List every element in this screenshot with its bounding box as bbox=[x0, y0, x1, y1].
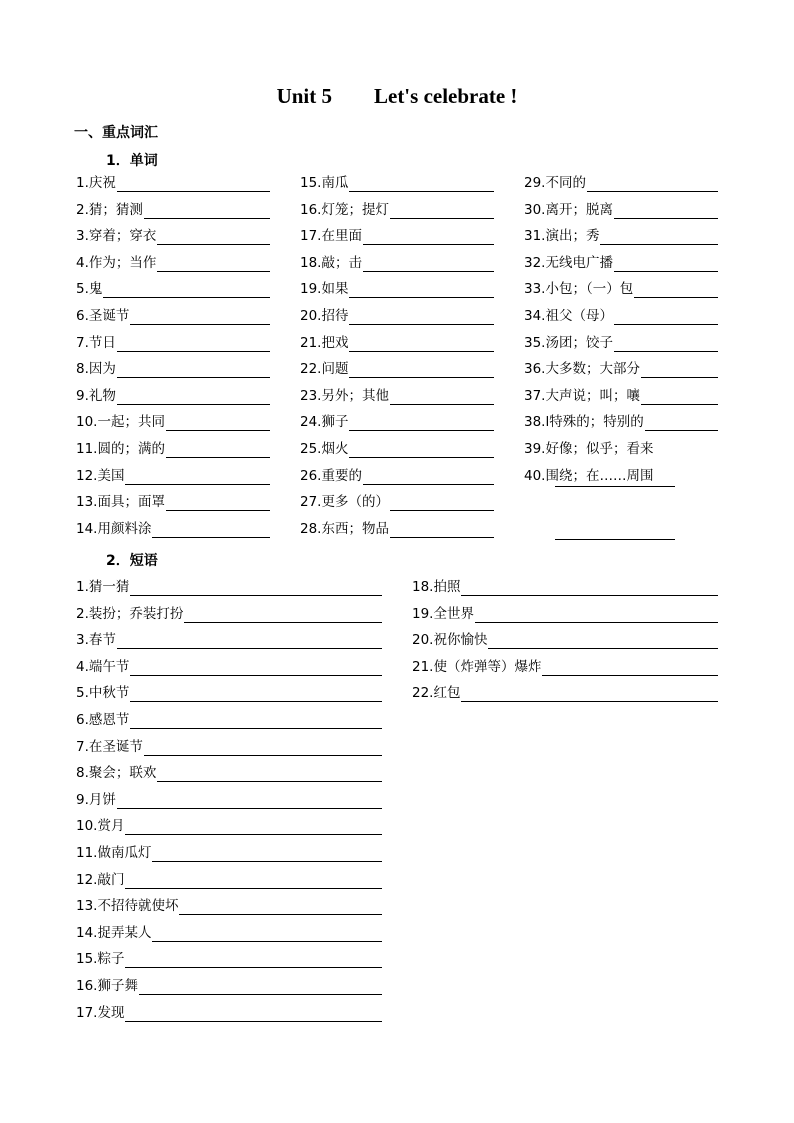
phrase-item bbox=[76, 629, 382, 649]
word-number: 6. bbox=[76, 308, 89, 324]
phrase-prompt: 猜一猜 bbox=[88, 579, 130, 595]
word-prompt: 汤团；饺子 bbox=[545, 334, 613, 351]
word-item bbox=[524, 252, 718, 272]
answer-blank[interactable] bbox=[600, 230, 718, 245]
answer-blank[interactable] bbox=[130, 661, 382, 676]
answer-blank[interactable] bbox=[641, 363, 718, 378]
phrases-heading: 2．短语 bbox=[106, 553, 158, 569]
phrase-number: 13. bbox=[76, 898, 98, 915]
word-item bbox=[524, 438, 718, 458]
words-heading: 1．单词 bbox=[106, 153, 158, 169]
word-item bbox=[76, 252, 270, 272]
word-number: 22. bbox=[300, 361, 322, 378]
phrase-item bbox=[76, 975, 382, 995]
answer-blank[interactable] bbox=[125, 820, 382, 835]
word-number: 23. bbox=[300, 387, 322, 404]
phrase-item bbox=[412, 576, 718, 596]
word-prompt: 好像；似乎；看来 bbox=[545, 441, 654, 457]
answer-line-40-continued[interactable] bbox=[555, 539, 675, 540]
word-prompt: 重要的 bbox=[321, 467, 362, 484]
answer-blank[interactable] bbox=[390, 390, 494, 405]
answer-blank[interactable] bbox=[179, 900, 382, 915]
section-heading: 一、重点词汇 bbox=[74, 125, 158, 141]
word-number: 10. bbox=[76, 414, 98, 431]
word-prompt: 另外；其他 bbox=[321, 387, 389, 404]
answer-blank[interactable] bbox=[117, 363, 270, 378]
word-prompt: 用颜料涂 bbox=[97, 520, 152, 537]
word-item bbox=[524, 225, 718, 245]
word-item bbox=[524, 305, 718, 325]
word-item bbox=[76, 411, 270, 431]
word-number: 27. bbox=[300, 494, 322, 511]
word-prompt: 敲；击 bbox=[321, 254, 362, 271]
word-prompt: 礼物 bbox=[88, 387, 116, 404]
answer-blank[interactable] bbox=[475, 608, 718, 623]
word-number: 36. bbox=[524, 361, 546, 378]
word-prompt: 作为；当作 bbox=[88, 254, 157, 271]
word-item bbox=[524, 172, 718, 192]
answer-blank[interactable] bbox=[144, 741, 382, 756]
word-number: 26. bbox=[300, 467, 322, 484]
answer-blank[interactable] bbox=[157, 767, 382, 782]
phrase-prompt: 不招待就使坏 bbox=[97, 898, 179, 915]
answer-blank[interactable] bbox=[349, 283, 494, 298]
answer-blank[interactable] bbox=[117, 634, 382, 649]
word-prompt: 大多数；大部分 bbox=[545, 361, 640, 378]
phrase-number: 3. bbox=[76, 632, 89, 649]
answer-blank[interactable] bbox=[166, 416, 270, 431]
answer-blank[interactable] bbox=[349, 363, 494, 378]
word-item bbox=[76, 225, 270, 245]
answer-blank[interactable] bbox=[125, 1007, 382, 1022]
answer-blank[interactable] bbox=[390, 204, 494, 219]
word-item bbox=[524, 199, 718, 219]
word-item bbox=[300, 305, 494, 325]
phrase-item bbox=[412, 682, 718, 702]
answer-blank[interactable] bbox=[614, 337, 718, 352]
word-item bbox=[76, 172, 270, 192]
word-number: 40. bbox=[524, 467, 546, 484]
phrase-number: 19. bbox=[412, 605, 434, 622]
word-number: 21. bbox=[300, 334, 322, 351]
word-item bbox=[300, 278, 494, 298]
answer-blank[interactable] bbox=[587, 177, 718, 192]
phrase-prompt: 全世界 bbox=[433, 605, 474, 622]
word-number: 34. bbox=[524, 308, 546, 324]
word-number: 7. bbox=[76, 334, 89, 351]
phrase-prompt: 发现 bbox=[97, 1004, 125, 1021]
answer-blank[interactable] bbox=[103, 283, 270, 298]
phrase-prompt: 拍照 bbox=[433, 579, 461, 595]
answer-blank[interactable] bbox=[157, 230, 270, 245]
word-item bbox=[76, 465, 270, 485]
word-number: 8. bbox=[76, 361, 89, 378]
phrase-prompt: 端午节 bbox=[88, 658, 130, 675]
phrase-item bbox=[76, 922, 382, 942]
word-prompt: 烟火 bbox=[321, 441, 349, 457]
word-item bbox=[76, 305, 270, 325]
phrase-prompt: 赏月 bbox=[97, 818, 125, 835]
word-number: 12. bbox=[76, 467, 98, 484]
answer-blank[interactable] bbox=[144, 204, 270, 219]
phrase-number: 1. bbox=[76, 579, 89, 595]
word-number: 19. bbox=[300, 281, 322, 298]
phrase-number: 4. bbox=[76, 658, 89, 675]
word-prompt: 演出；秀 bbox=[545, 228, 600, 245]
answer-blank[interactable] bbox=[117, 794, 382, 809]
word-number: 24. bbox=[300, 414, 322, 431]
phrase-item bbox=[76, 869, 382, 889]
answer-blank[interactable] bbox=[152, 927, 382, 942]
word-item bbox=[524, 465, 718, 485]
phrase-number: 10. bbox=[76, 818, 98, 835]
answer-blank[interactable] bbox=[152, 847, 382, 862]
page-title: Unit 5 Let's celebrate ! bbox=[276, 84, 518, 108]
phrase-prompt: 感恩节 bbox=[88, 712, 130, 728]
phrase-item bbox=[76, 948, 382, 968]
word-number: 29. bbox=[524, 175, 546, 191]
phrase-item bbox=[76, 842, 382, 862]
word-item bbox=[300, 385, 494, 405]
phrase-prompt: 聚会；联欢 bbox=[88, 765, 157, 782]
phrase-prompt: 在圣诞节 bbox=[88, 738, 143, 755]
answer-blank[interactable] bbox=[614, 310, 718, 325]
phrase-item bbox=[76, 762, 382, 782]
word-prompt: 面具；面罩 bbox=[97, 494, 165, 511]
word-prompt: 东西；物品 bbox=[321, 520, 389, 537]
word-prompt: 小包；（一）包 bbox=[545, 281, 634, 298]
answer-blank[interactable] bbox=[390, 523, 494, 538]
answer-blank[interactable] bbox=[125, 874, 382, 889]
answer-blank[interactable] bbox=[157, 257, 270, 272]
word-item bbox=[76, 332, 270, 352]
word-number: 13. bbox=[76, 494, 98, 511]
word-item bbox=[524, 332, 718, 352]
answer-blank[interactable] bbox=[349, 337, 494, 352]
word-number: 18. bbox=[300, 254, 322, 271]
answer-blank[interactable] bbox=[152, 523, 270, 538]
phrase-prompt: 捉弄某人 bbox=[97, 924, 152, 941]
word-prompt: 问题 bbox=[321, 361, 349, 378]
answer-blank[interactable] bbox=[614, 257, 718, 272]
word-number: 31. bbox=[524, 228, 546, 245]
word-number: 17. bbox=[300, 228, 322, 245]
phrase-item bbox=[76, 1002, 382, 1022]
phrase-item bbox=[76, 815, 382, 835]
word-item bbox=[76, 518, 270, 538]
word-item bbox=[300, 465, 494, 485]
phrase-number: 17. bbox=[76, 1004, 98, 1021]
word-item bbox=[300, 518, 494, 538]
word-prompt: 更多（的） bbox=[321, 494, 389, 511]
phrase-number: 18. bbox=[412, 579, 434, 595]
answer-blank[interactable] bbox=[117, 177, 270, 192]
word-number: 3. bbox=[76, 228, 89, 245]
word-item bbox=[300, 172, 494, 192]
answer-blank[interactable] bbox=[614, 204, 718, 219]
answer-blank[interactable] bbox=[363, 230, 494, 245]
word-item bbox=[300, 411, 494, 431]
word-number: 30. bbox=[524, 201, 546, 218]
answer-blank[interactable] bbox=[349, 310, 494, 325]
word-item bbox=[524, 411, 718, 431]
answer-blank[interactable] bbox=[390, 496, 494, 511]
phrase-number: 15. bbox=[76, 951, 98, 968]
answer-blank[interactable] bbox=[130, 581, 382, 596]
word-number: 38. bbox=[524, 414, 546, 431]
word-prompt: 圣诞节 bbox=[88, 308, 130, 324]
phrase-item bbox=[76, 895, 382, 915]
phrase-prompt: 装扮；乔装打扮 bbox=[88, 605, 184, 622]
word-number: 28. bbox=[300, 520, 322, 537]
phrase-item bbox=[76, 576, 382, 596]
word-item bbox=[76, 278, 270, 298]
word-prompt: 不同的 bbox=[545, 175, 586, 191]
phrase-number: 22. bbox=[412, 685, 434, 702]
word-item bbox=[76, 438, 270, 458]
word-item bbox=[300, 438, 494, 458]
phrase-item bbox=[76, 736, 382, 756]
word-prompt: 把戏 bbox=[321, 334, 349, 351]
word-prompt: 灯笼；提灯 bbox=[321, 201, 389, 218]
word-item bbox=[300, 491, 494, 511]
word-number: 9. bbox=[76, 387, 89, 404]
word-prompt: 美国 bbox=[97, 467, 125, 484]
answer-blank[interactable] bbox=[461, 581, 718, 596]
phrase-item bbox=[412, 656, 718, 676]
phrase-number: 5. bbox=[76, 685, 89, 702]
answer-blank[interactable] bbox=[130, 714, 382, 729]
word-item bbox=[524, 278, 718, 298]
word-number: 35. bbox=[524, 334, 546, 351]
answer-blank[interactable] bbox=[488, 634, 718, 649]
word-prompt: 鬼 bbox=[88, 281, 103, 298]
word-number: 16. bbox=[300, 201, 322, 218]
word-item bbox=[300, 358, 494, 378]
word-number: 15. bbox=[300, 175, 322, 191]
word-number: 11. bbox=[76, 441, 98, 457]
phrase-item bbox=[76, 789, 382, 809]
word-number: 2. bbox=[76, 201, 89, 218]
word-prompt: 南瓜 bbox=[321, 175, 349, 191]
phrase-item bbox=[76, 682, 382, 702]
phrase-number: 21. bbox=[412, 658, 434, 675]
answer-blank[interactable] bbox=[130, 687, 382, 702]
phrase-prompt: 敲门 bbox=[97, 871, 125, 888]
phrase-prompt: 月饼 bbox=[88, 791, 116, 808]
word-prompt: 如果 bbox=[321, 281, 349, 298]
word-number: 25. bbox=[300, 441, 322, 457]
word-number: 20. bbox=[300, 308, 322, 324]
word-item bbox=[300, 225, 494, 245]
answer-blank[interactable] bbox=[117, 337, 270, 352]
phrase-prompt: 使（炸弹等）爆炸 bbox=[433, 658, 542, 675]
word-prompt: 节日 bbox=[88, 334, 116, 351]
word-prompt: 狮子 bbox=[321, 414, 349, 431]
word-item bbox=[76, 385, 270, 405]
answer-blank[interactable] bbox=[641, 390, 718, 405]
answer-blank[interactable] bbox=[645, 416, 718, 431]
phrase-number: 8. bbox=[76, 765, 89, 782]
answer-blank[interactable] bbox=[117, 390, 270, 405]
word-prompt: 离开；脱离 bbox=[545, 201, 613, 218]
phrase-prompt: 粽子 bbox=[97, 951, 125, 968]
word-number: 37. bbox=[524, 387, 546, 404]
word-number: 1. bbox=[76, 175, 89, 191]
word-item bbox=[300, 199, 494, 219]
answer-blank[interactable] bbox=[349, 177, 494, 192]
word-prompt: 猜；猜测 bbox=[88, 201, 143, 218]
answer-blank[interactable] bbox=[139, 980, 382, 995]
answer-blank[interactable] bbox=[542, 661, 718, 676]
phrase-item bbox=[412, 629, 718, 649]
phrase-number: 9. bbox=[76, 791, 89, 808]
phrase-prompt: 春节 bbox=[88, 632, 116, 649]
word-item bbox=[524, 385, 718, 405]
phrase-prompt: 红包 bbox=[433, 685, 461, 702]
answer-blank[interactable] bbox=[125, 470, 270, 485]
phrase-item bbox=[412, 603, 718, 623]
answer-line-39-continued[interactable] bbox=[555, 486, 675, 487]
phrase-item bbox=[76, 656, 382, 676]
word-prompt: 穿着；穿衣 bbox=[88, 228, 157, 245]
answer-blank[interactable] bbox=[363, 257, 494, 272]
phrase-prompt: 做南瓜灯 bbox=[97, 845, 152, 861]
phrase-number: 7. bbox=[76, 738, 89, 755]
phrase-number: 2. bbox=[76, 605, 89, 622]
word-prompt: 圆的；满的 bbox=[97, 441, 165, 457]
word-prompt: 祖父（母） bbox=[545, 308, 613, 324]
answer-blank[interactable] bbox=[461, 687, 718, 702]
word-item bbox=[300, 252, 494, 272]
answer-blank[interactable] bbox=[166, 496, 270, 511]
phrase-number: 14. bbox=[76, 924, 98, 941]
word-number: 33. bbox=[524, 281, 546, 298]
word-item bbox=[76, 358, 270, 378]
word-item bbox=[524, 358, 718, 378]
phrase-number: 12. bbox=[76, 871, 98, 888]
phrase-prompt: 狮子舞 bbox=[97, 978, 138, 994]
answer-blank[interactable] bbox=[349, 443, 494, 458]
word-prompt: 无线电广播 bbox=[545, 254, 613, 271]
word-prompt: 一起；共同 bbox=[97, 414, 165, 431]
answer-blank[interactable] bbox=[130, 310, 270, 325]
word-prompt: l特殊的；特别的 bbox=[545, 414, 644, 431]
answer-blank[interactable] bbox=[184, 608, 382, 623]
phrase-item bbox=[76, 603, 382, 623]
phrase-prompt: 中秋节 bbox=[88, 685, 130, 702]
answer-blank[interactable] bbox=[363, 470, 494, 485]
answer-blank[interactable] bbox=[634, 283, 718, 298]
answer-blank[interactable] bbox=[166, 443, 270, 458]
word-number: 39. bbox=[524, 441, 546, 457]
word-number: 32. bbox=[524, 254, 546, 271]
word-item bbox=[300, 332, 494, 352]
word-prompt: 庆祝 bbox=[88, 175, 116, 191]
word-prompt: 围绕；在……周围 bbox=[545, 467, 654, 484]
phrase-number: 16. bbox=[76, 978, 98, 994]
phrase-number: 6. bbox=[76, 712, 89, 728]
word-prompt: 因为 bbox=[88, 361, 116, 378]
word-prompt: 招待 bbox=[321, 308, 349, 324]
phrase-number: 20. bbox=[412, 632, 434, 649]
word-prompt: 大声说；叫；嚷 bbox=[545, 387, 640, 404]
phrase-prompt: 祝你愉快 bbox=[433, 632, 488, 649]
word-item bbox=[76, 491, 270, 511]
word-prompt: 在里面 bbox=[321, 228, 362, 245]
word-item bbox=[76, 199, 270, 219]
phrase-item bbox=[76, 709, 382, 729]
phrase-number: 11. bbox=[76, 845, 98, 861]
answer-blank[interactable] bbox=[125, 953, 382, 968]
word-number: 5. bbox=[76, 281, 89, 298]
word-number: 4. bbox=[76, 254, 89, 271]
word-number: 14. bbox=[76, 520, 98, 537]
answer-blank[interactable] bbox=[349, 416, 494, 431]
